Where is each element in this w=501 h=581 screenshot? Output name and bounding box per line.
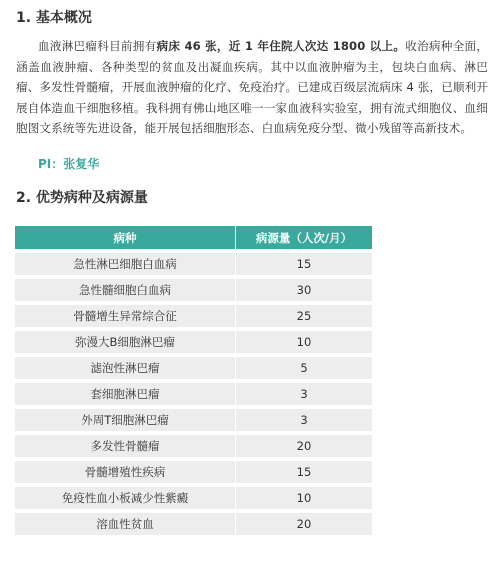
- disease-cell: 多发性骨髓瘤: [15, 435, 235, 457]
- para-bold-beds: 病床 46 张，近 1 年住院人次达 1800 以上。: [156, 39, 406, 53]
- volume-cell: 10: [236, 487, 372, 509]
- table-row: [15, 513, 372, 535]
- pi-label: PI：张复华: [38, 157, 100, 171]
- disease-cell: 溶血性贫血: [15, 513, 235, 535]
- basic-overview-paragraph: [16, 36, 488, 139]
- disease-cell: 滤泡性淋巴瘤: [15, 357, 235, 379]
- para-text-2: 收治病种全面，涵盖血液肿瘤、各种类型的贫血及出凝血疾病。其中以血液肿瘤为主，包块白血病、淋巴瘤、多发性骨髓瘤，开展血液肿瘤的化疗、免疫治疗。已建成百级层流病床 4 张，已顺利开展自体造血干细胞移植。我科拥有佛山地区唯一一家血液科实验室，拥有流式细胞仪、血细胞图文系统等先进设备，能开展包括细胞形态、白血病免疫分型、微小残留等高新技术。: [16, 39, 488, 135]
- disease-cell: 套细胞淋巴瘤: [15, 383, 235, 405]
- volume-cell: 5: [236, 357, 372, 379]
- volume-cell: 15: [236, 461, 372, 483]
- table-row: [15, 305, 372, 327]
- disease-cell: 急性淋巴细胞白血病: [15, 253, 235, 275]
- volume-cell: 3: [236, 383, 372, 405]
- table-header-row: [15, 226, 372, 249]
- volume-cell: 3: [236, 409, 372, 431]
- table-row: [15, 357, 372, 379]
- disease-cell: 外周T细胞淋巴瘤: [15, 409, 235, 431]
- section-heading-basic: 1. 基本概况: [16, 10, 92, 26]
- para-text-1: 血液淋巴瘤科目前拥有: [38, 39, 157, 53]
- volume-cell: 15: [236, 253, 372, 275]
- disease-cell: 骨髓增殖性疾病: [15, 461, 235, 483]
- header-disease: 病种: [15, 226, 235, 249]
- volume-cell: 25: [236, 305, 372, 327]
- volume-cell: 20: [236, 513, 372, 535]
- table-row: [15, 461, 372, 483]
- section-heading-advantage: 2. 优势病种及病源量: [16, 190, 148, 206]
- volume-cell: 20: [236, 435, 372, 457]
- table-row: [15, 279, 372, 301]
- volume-cell: 10: [236, 331, 372, 353]
- table-row: [15, 331, 372, 353]
- disease-table: [14, 222, 373, 539]
- disease-cell: 急性髓细胞白血病: [15, 279, 235, 301]
- disease-cell: 免疫性血小板减少性紫癜: [15, 487, 235, 509]
- volume-cell: 30: [236, 279, 372, 301]
- table-row: [15, 435, 372, 457]
- table-row: [15, 487, 372, 509]
- disease-cell: 弥漫大B细胞淋巴瘤: [15, 331, 235, 353]
- table-row: [15, 383, 372, 405]
- disease-cell: 骨髓增生异常综合征: [15, 305, 235, 327]
- table-row: [15, 409, 372, 431]
- table-row: [15, 253, 372, 275]
- header-volume: 病源量（人次/月）: [236, 226, 372, 249]
